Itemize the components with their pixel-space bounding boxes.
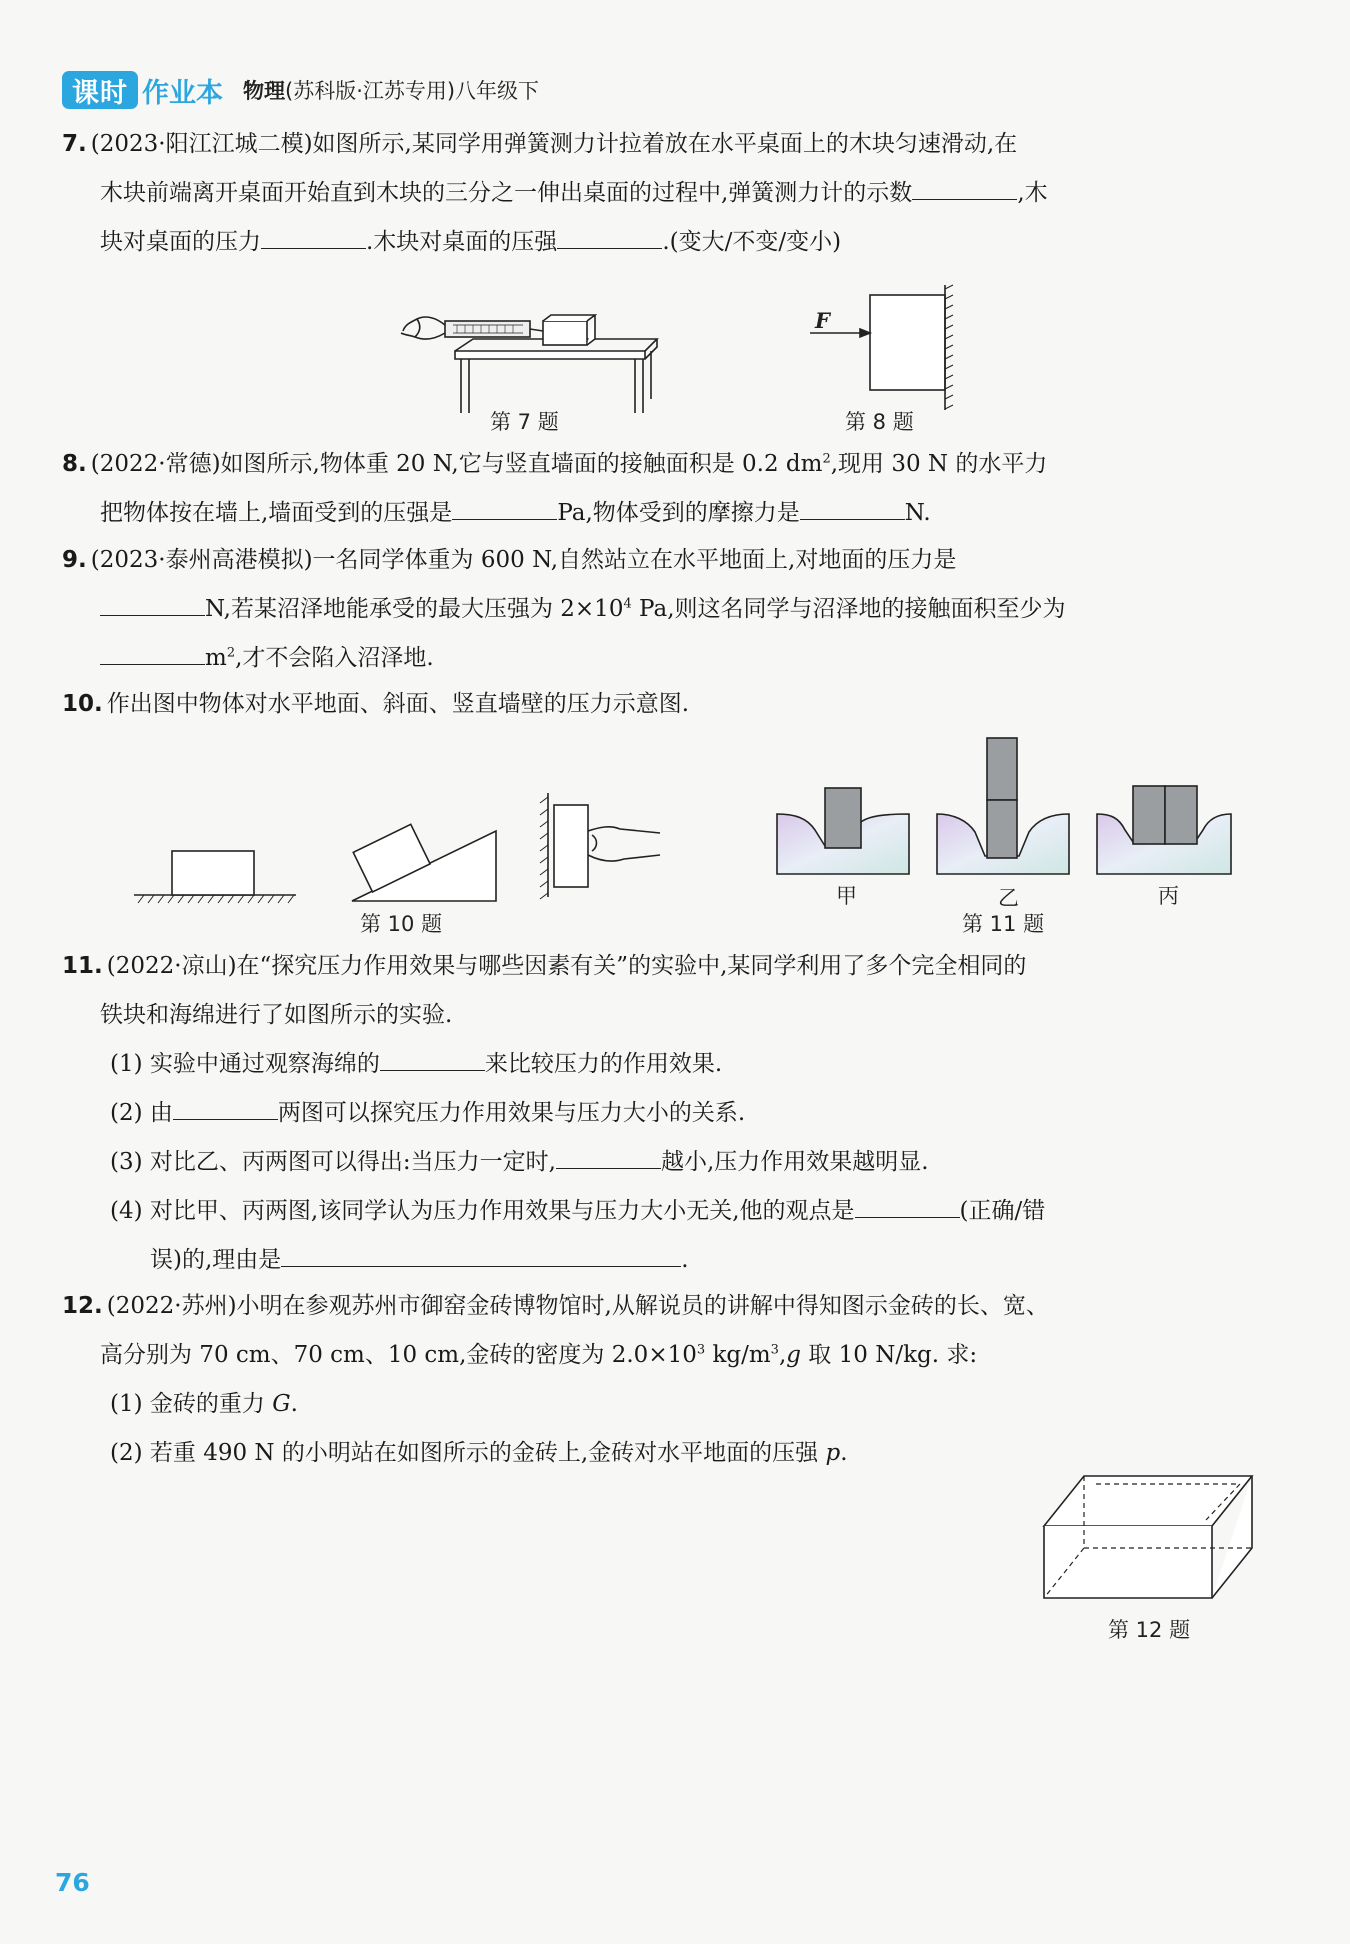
variable-G: G bbox=[272, 1391, 291, 1417]
superscript: 3 bbox=[696, 1342, 706, 1358]
question-text: , bbox=[778, 1342, 787, 1368]
question-text: 在“探究压力作用效果与哪些因素有关”的实验中,某同学利用了多个完全相同的 bbox=[236, 953, 1027, 979]
question-text: (1) 实验中通过观察海绵的 bbox=[110, 1051, 380, 1077]
page-header bbox=[62, 68, 539, 112]
answer-blank[interactable] bbox=[100, 638, 205, 665]
question-text: 越小,压力作用效果越明显. bbox=[660, 1149, 929, 1175]
answer-blank[interactable] bbox=[557, 222, 662, 249]
subject-edition: (苏科版·江苏专用)八年级下 bbox=[285, 79, 540, 103]
question-12 bbox=[62, 1282, 1257, 1478]
question-text: . bbox=[290, 1391, 298, 1417]
question-text: N,若某沼泽地能承受的最大压强为 2×10 bbox=[205, 596, 624, 622]
variable-g: g bbox=[786, 1342, 801, 1368]
variable-p: p bbox=[825, 1440, 841, 1466]
question-text: . bbox=[840, 1440, 848, 1466]
question-source: (2022·苏州) bbox=[106, 1293, 237, 1319]
figure-11-label-c: 丙 bbox=[1158, 884, 1179, 908]
question-text: 一名同学体重为 600 N,自然站立在水平地面上,对地面的压力是 bbox=[312, 547, 957, 573]
logo-box: 课时 bbox=[62, 71, 138, 109]
figure-11-label-b: 乙 bbox=[998, 886, 1019, 910]
question-11 bbox=[62, 942, 1257, 1285]
answer-blank[interactable] bbox=[380, 1044, 485, 1071]
figure-8-caption: 第 8 题 bbox=[845, 410, 914, 434]
question-text: 两图可以探究压力作用效果与压力大小的关系. bbox=[277, 1100, 746, 1126]
answer-blank[interactable] bbox=[912, 173, 1017, 200]
question-text: ,木 bbox=[1017, 180, 1048, 206]
question-text: 作出图中物体对水平地面、斜面、竖直墙壁的压力示意图. bbox=[106, 691, 690, 717]
logo-text: 作业本 bbox=[142, 77, 223, 109]
question-text: .(变大/不变/变小) bbox=[662, 229, 842, 255]
figure-11-caption: 第 11 题 bbox=[962, 912, 1045, 936]
question-text: (3) 对比乙、丙两图可以得出:当压力一定时, bbox=[110, 1149, 556, 1175]
question-text: 块对桌面的压力 bbox=[100, 229, 261, 255]
question-text: kg/m bbox=[705, 1342, 771, 1368]
answer-blank[interactable] bbox=[173, 1093, 278, 1120]
question-text: . bbox=[681, 1247, 689, 1273]
question-text: m bbox=[205, 645, 227, 671]
superscript: 4 bbox=[623, 596, 632, 612]
question-number: 9. bbox=[62, 547, 87, 573]
answer-blank[interactable] bbox=[261, 222, 366, 249]
question-source: (2023·泰州高港模拟) bbox=[90, 547, 313, 573]
question-text: Pa,则这名同学与沼泽地的接触面积至少为 bbox=[631, 596, 1066, 622]
question-text: (1) 金砖的重力 bbox=[110, 1391, 273, 1417]
figure-12-caption: 第 12 题 bbox=[1108, 1618, 1191, 1642]
answer-blank[interactable] bbox=[855, 1191, 960, 1218]
figure-10-pressure-diagrams bbox=[130, 785, 670, 905]
question-10 bbox=[62, 680, 1257, 729]
question-number: 7. bbox=[62, 131, 87, 157]
question-number: 8. bbox=[62, 451, 87, 477]
subject-title: 物理 bbox=[243, 79, 285, 103]
question-text: N. bbox=[904, 500, 931, 526]
figure-8-block-against-wall bbox=[810, 285, 960, 410]
question-text: (正确/错 bbox=[959, 1198, 1046, 1224]
question-source: (2022·常德) bbox=[90, 451, 221, 477]
figure-12-gold-brick bbox=[1040, 1470, 1290, 1610]
question-text: 把物体按在墙上,墙面受到的压强是 bbox=[100, 500, 453, 526]
figure-7-table-spring-scale bbox=[395, 295, 665, 415]
answer-blank[interactable] bbox=[800, 493, 905, 520]
question-text: 来比较压力的作用效果. bbox=[484, 1051, 723, 1077]
question-text: 木块前端离开桌面开始直到木块的三分之一伸出桌面的过程中,弹簧测力计的示数 bbox=[100, 180, 913, 206]
figure-11-sponge-experiment bbox=[775, 738, 1235, 878]
question-7 bbox=[62, 120, 1257, 267]
question-source: (2022·凉山) bbox=[106, 953, 237, 979]
question-8 bbox=[62, 440, 1257, 538]
question-text: .木块对桌面的压强 bbox=[366, 229, 558, 255]
answer-blank[interactable] bbox=[100, 589, 205, 616]
question-text: 取 10 N/kg. 求: bbox=[801, 1342, 978, 1368]
superscript: 2 bbox=[226, 645, 236, 661]
question-source: (2023·阳江江城二模) bbox=[90, 131, 313, 157]
question-number: 11. bbox=[62, 953, 103, 979]
answer-blank[interactable] bbox=[281, 1240, 681, 1267]
answer-blank[interactable] bbox=[556, 1142, 661, 1169]
superscript: 3 bbox=[770, 1342, 779, 1358]
question-text: (4) 对比甲、丙两图,该同学认为压力作用效果与压力大小无关,他的观点是 bbox=[110, 1198, 855, 1224]
question-text: 误)的,理由是 bbox=[150, 1247, 282, 1273]
question-9 bbox=[62, 536, 1257, 683]
force-label-F: F bbox=[815, 308, 830, 333]
question-text: (2) 若重 490 N 的小明站在如图所示的金砖上,金砖对水平地面的压强 bbox=[110, 1440, 826, 1466]
question-text: 如图所示,某同学用弹簧测力计拉着放在水平桌面上的木块匀速滑动,在 bbox=[312, 131, 1018, 157]
page-number: 76 bbox=[55, 1868, 90, 1897]
question-text: (2) 由 bbox=[110, 1100, 173, 1126]
figure-10-caption: 第 10 题 bbox=[360, 912, 443, 936]
question-text: 小明在参观苏州市御窑金砖博物馆时,从解说员的讲解中得知图示金砖的长、宽、 bbox=[236, 1293, 1049, 1319]
answer-blank[interactable] bbox=[452, 493, 557, 520]
question-text: 高分别为 70 cm、70 cm、10 cm,金砖的密度为 2.0×10 bbox=[100, 1342, 697, 1368]
question-text: 如图所示,物体重 20 N,它与竖直墙面的接触面积是 0.2 dm bbox=[220, 451, 823, 477]
question-text: 铁块和海绵进行了如图所示的实验. bbox=[100, 1002, 453, 1028]
figure-11-label-a: 甲 bbox=[836, 884, 857, 908]
superscript: 2 bbox=[822, 451, 831, 467]
question-text: ,才不会陷入沼泽地. bbox=[235, 645, 434, 671]
question-number: 12. bbox=[62, 1293, 103, 1319]
question-text: Pa,物体受到的摩擦力是 bbox=[557, 500, 800, 526]
question-number: 10. bbox=[62, 691, 103, 717]
question-text: ,现用 30 N 的水平力 bbox=[830, 451, 1048, 477]
figure-7-caption: 第 7 题 bbox=[490, 410, 559, 434]
